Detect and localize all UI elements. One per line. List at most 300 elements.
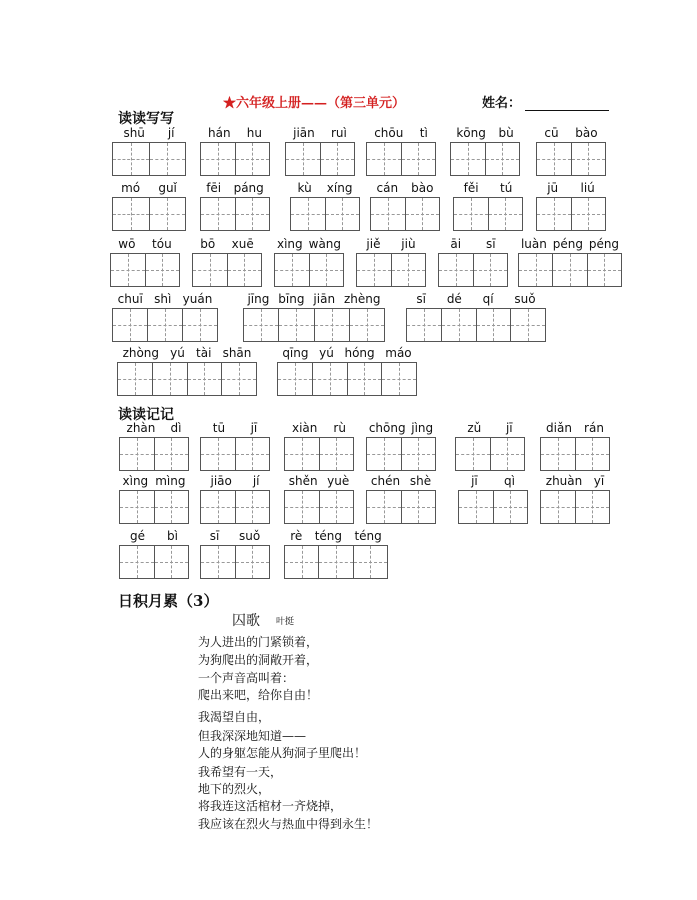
poem-line: 为狗爬出的洞敞开着，: [198, 653, 319, 667]
poem-line: 将我连这活棺材一齐烧掉，: [198, 799, 343, 813]
pinyin-syllable: jí: [252, 474, 260, 488]
pinyin-syllable: jiù: [401, 237, 416, 251]
pinyin-syllable: bīng: [278, 292, 305, 306]
pinyin-syllable: dì: [170, 421, 182, 435]
pinyin-syllable: shì: [154, 292, 172, 306]
pinyin-label: [438, 237, 508, 253]
pinyin-label: [290, 181, 360, 197]
tianzige-grid: [370, 197, 440, 231]
writing-cell[interactable]: [357, 254, 392, 286]
writing-cell[interactable]: [511, 309, 545, 341]
pinyin-writing-item: [455, 421, 525, 471]
pinyin-label: [274, 237, 344, 253]
pinyin-writing-item: [285, 126, 355, 176]
tianzige-grid: [536, 197, 606, 231]
pinyin-label: [540, 421, 610, 437]
pinyin-syllable: péng: [588, 237, 620, 251]
pinyin-syllable: jū: [547, 181, 559, 195]
pinyin-writing-item: [438, 237, 508, 287]
writing-cell[interactable]: [491, 438, 525, 470]
writing-cell[interactable]: [155, 491, 189, 523]
tianzige-grid: [290, 197, 360, 231]
tianzige-grid: [110, 253, 180, 287]
pinyin-label: [200, 421, 270, 437]
writing-cell[interactable]: [236, 198, 270, 230]
pinyin-writing-item: [274, 237, 344, 287]
pinyin-writing-item: [540, 474, 610, 524]
pinyin-label: [284, 421, 354, 437]
writing-cell[interactable]: [153, 363, 188, 395]
writing-cell[interactable]: [285, 491, 320, 523]
pinyin-syllable: qīng: [282, 346, 309, 360]
pinyin-writing-item: [290, 181, 360, 231]
tianzige-grid: [274, 253, 344, 287]
section-read-remember: 读读记记: [118, 407, 174, 423]
pinyin-writing-item: [119, 474, 189, 524]
pinyin-writing-item: [110, 237, 180, 287]
pinyin-syllable: jīng: [247, 292, 270, 306]
poem-line: 我希望有一天，: [198, 765, 283, 779]
writing-cell[interactable]: [244, 309, 279, 341]
pinyin-syllable: tì: [419, 126, 428, 140]
writing-cell[interactable]: [442, 309, 477, 341]
tianzige-grid: [366, 490, 436, 524]
pinyin-syllable: yī: [593, 474, 605, 488]
writing-cell[interactable]: [320, 438, 354, 470]
writing-cell[interactable]: [150, 198, 186, 230]
writing-cell[interactable]: [120, 546, 155, 578]
pinyin-syllable: tū: [212, 421, 226, 435]
pinyin-label: [119, 529, 189, 545]
tianzige-grid: [200, 437, 270, 471]
poem-title: 囚歌: [232, 613, 260, 629]
pinyin-writing-item: [200, 181, 270, 231]
pinyin-syllable: hu: [246, 126, 262, 140]
pinyin-writing-item: [366, 126, 436, 176]
pinyin-syllable: mìng: [155, 474, 186, 488]
pinyin-syllable: jiě: [366, 237, 381, 251]
writing-cell[interactable]: [474, 254, 508, 286]
poem-line: 为人进出的门紧锁着，: [198, 635, 319, 649]
writing-cell[interactable]: [367, 491, 402, 523]
pinyin-writing-item: [200, 474, 270, 524]
pinyin-syllable: sī: [209, 529, 220, 543]
tianzige-grid: [366, 437, 436, 471]
writing-cell[interactable]: [148, 309, 183, 341]
pinyin-syllable: jī: [250, 421, 258, 435]
pinyin-label: [277, 346, 417, 362]
pinyin-syllable: jī: [505, 421, 513, 435]
pinyin-writing-item: [366, 421, 436, 471]
tianzige-grid: [200, 197, 270, 231]
pinyin-syllable: xìng: [122, 474, 149, 488]
pinyin-label: [536, 181, 606, 197]
pinyin-syllable: bì: [167, 529, 178, 543]
pinyin-syllable: guǐ: [158, 181, 177, 195]
pinyin-label: [455, 421, 525, 437]
pinyin-syllable: fěi: [463, 181, 479, 195]
pinyin-syllable: shān: [222, 346, 252, 360]
writing-cell[interactable]: [310, 254, 344, 286]
tianzige-grid: [284, 437, 354, 471]
writing-cell[interactable]: [155, 546, 189, 578]
pinyin-label: [406, 292, 546, 308]
pinyin-syllable: hán: [208, 126, 231, 140]
writing-cell[interactable]: [454, 198, 489, 230]
poem-line: 我应该在烈火与热血中得到永生！: [198, 817, 379, 831]
pinyin-syllable: sī: [485, 237, 496, 251]
pinyin-writing-item: [117, 346, 257, 396]
tianzige-grid: [200, 490, 270, 524]
pinyin-label: [540, 474, 610, 490]
pinyin-writing-item: [453, 181, 523, 231]
pinyin-syllable: xuē: [231, 237, 254, 251]
writing-cell[interactable]: [236, 546, 270, 578]
pinyin-syllable: qì: [503, 474, 515, 488]
pinyin-syllable: rù: [333, 421, 346, 435]
tianzige-grid: [119, 437, 189, 471]
poem-line: 爬出来吧，给你自由！: [198, 688, 319, 702]
pinyin-label: [536, 126, 606, 142]
tianzige-grid: [284, 545, 388, 579]
pinyin-syllable: téng: [314, 529, 343, 543]
pinyin-syllable: wō: [118, 237, 136, 251]
writing-cell[interactable]: [113, 198, 150, 230]
pinyin-syllable: páng: [233, 181, 264, 195]
pinyin-syllable: hóng: [344, 346, 375, 360]
pinyin-writing-item: [200, 529, 270, 579]
worksheet-title: ★六年级上册——（第三单元）: [223, 96, 406, 111]
tianzige-grid: [366, 142, 436, 176]
pinyin-syllable: jiāo: [210, 474, 232, 488]
tianzige-grid: [243, 308, 385, 342]
pinyin-syllable: gé: [130, 529, 145, 543]
tianzige-grid: [192, 253, 262, 287]
pinyin-writing-item: [112, 181, 186, 231]
pinyin-label: [285, 126, 355, 142]
pinyin-syllable: jìng: [411, 421, 434, 435]
pinyin-writing-item: [112, 126, 186, 176]
pinyin-syllable: mó: [121, 181, 141, 195]
writing-cell[interactable]: [541, 438, 576, 470]
pinyin-syllable: jiān: [313, 292, 336, 306]
pinyin-syllable: máo: [385, 346, 412, 360]
writing-cell[interactable]: [111, 254, 146, 286]
pinyin-syllable: fēi: [206, 181, 222, 195]
writing-cell[interactable]: [236, 438, 270, 470]
writing-cell[interactable]: [348, 363, 383, 395]
pinyin-syllable: qí: [482, 292, 494, 306]
pinyin-syllable: xìng: [276, 237, 303, 251]
writing-cell[interactable]: [537, 198, 572, 230]
writing-cell[interactable]: [576, 491, 610, 523]
tianzige-grid: [117, 362, 257, 396]
writing-cell[interactable]: [392, 254, 426, 286]
writing-cell[interactable]: [321, 143, 355, 175]
pinyin-syllable: zhàn: [126, 421, 156, 435]
pinyin-syllable: shè: [409, 474, 432, 488]
pinyin-label: [366, 474, 436, 490]
tianzige-grid: [406, 308, 546, 342]
tianzige-grid: [285, 142, 355, 176]
writing-cell[interactable]: [118, 363, 153, 395]
writing-cell[interactable]: [222, 363, 256, 395]
pinyin-syllable: chōng: [368, 421, 406, 435]
writing-cell[interactable]: [113, 143, 150, 175]
pinyin-label: [200, 529, 270, 545]
writing-cell[interactable]: [150, 143, 186, 175]
pinyin-syllable: kōng: [456, 126, 486, 140]
pinyin-label: [200, 474, 270, 490]
pinyin-syllable: jí: [167, 126, 175, 140]
tianzige-grid: [200, 142, 270, 176]
writing-cell[interactable]: [402, 143, 436, 175]
pinyin-syllable: suǒ: [514, 292, 536, 306]
writing-cell[interactable]: [291, 198, 326, 230]
pinyin-syllable: tú: [499, 181, 513, 195]
pinyin-label: [453, 181, 523, 197]
writing-cell[interactable]: [236, 143, 270, 175]
writing-cell[interactable]: [286, 143, 321, 175]
pinyin-syllable: yuán: [182, 292, 213, 306]
pinyin-writing-item: [119, 529, 189, 579]
writing-cell[interactable]: [588, 254, 621, 286]
pinyin-label: [450, 126, 520, 142]
tianzige-grid: [540, 437, 610, 471]
pinyin-writing-item: [277, 346, 417, 396]
section-read-write: 读读写写: [118, 111, 174, 127]
tianzige-grid: [277, 362, 417, 396]
writing-cell[interactable]: [278, 363, 313, 395]
writing-cell[interactable]: [120, 491, 155, 523]
pinyin-label: [366, 421, 436, 437]
writing-cell[interactable]: [402, 491, 436, 523]
pinyin-syllable: bù: [498, 126, 514, 140]
pinyin-syllable: bào: [411, 181, 434, 195]
pinyin-label: [518, 237, 622, 253]
writing-cell[interactable]: [354, 546, 387, 578]
pinyin-syllable: téng: [354, 529, 382, 543]
pinyin-writing-item: [284, 529, 388, 579]
pinyin-syllable: péng: [552, 237, 583, 251]
pinyin-syllable: chén: [370, 474, 401, 488]
writing-cell[interactable]: [541, 491, 576, 523]
tianzige-grid: [540, 490, 610, 524]
pinyin-syllable: jiān: [293, 126, 315, 140]
pinyin-writing-item: [540, 421, 610, 471]
writing-cell[interactable]: [537, 143, 572, 175]
pinyin-syllable: zhòng: [122, 346, 160, 360]
poem-line: 地下的烈火，: [198, 782, 271, 796]
pinyin-syllable: diǎn: [546, 421, 572, 435]
writing-cell[interactable]: [113, 309, 148, 341]
writing-cell[interactable]: [201, 198, 236, 230]
tianzige-grid: [112, 308, 218, 342]
tianzige-grid: [455, 437, 525, 471]
pinyin-label: [110, 237, 180, 253]
writing-cell[interactable]: [188, 363, 223, 395]
name-field: [482, 92, 609, 111]
pinyin-syllable: tóu: [152, 237, 172, 251]
pinyin-syllable: chuī: [117, 292, 143, 306]
name-blank-line: [525, 98, 609, 111]
poem-author: 叶挺: [276, 617, 295, 627]
pinyin-writing-item: [450, 126, 520, 176]
tianzige-grid: [518, 253, 622, 287]
writing-cell[interactable]: [367, 438, 402, 470]
writing-cell[interactable]: [477, 309, 512, 341]
writing-cell[interactable]: [285, 546, 319, 578]
pinyin-syllable: dé: [446, 292, 462, 306]
writing-cell[interactable]: [319, 546, 353, 578]
writing-cell[interactable]: [279, 309, 314, 341]
writing-cell[interactable]: [275, 254, 310, 286]
writing-cell[interactable]: [201, 438, 236, 470]
writing-cell[interactable]: [553, 254, 587, 286]
pinyin-writing-item: [284, 421, 354, 471]
writing-cell[interactable]: [407, 309, 442, 341]
pinyin-writing-item: [518, 237, 622, 287]
pinyin-syllable: cán: [376, 181, 399, 195]
writing-cell[interactable]: [371, 198, 406, 230]
writing-cell[interactable]: [193, 254, 228, 286]
name-label: 姓名：: [482, 96, 522, 111]
tianzige-grid: [119, 490, 189, 524]
writing-cell[interactable]: [155, 438, 189, 470]
pinyin-label: [458, 474, 528, 490]
pinyin-writing-item: [200, 126, 270, 176]
tianzige-grid: [453, 197, 523, 231]
writing-cell[interactable]: [201, 143, 236, 175]
writing-cell[interactable]: [236, 491, 270, 523]
poem-line: 人的身躯怎能从狗洞子里爬出！: [198, 746, 367, 760]
tianzige-grid: [112, 142, 186, 176]
pinyin-label: [370, 181, 440, 197]
pinyin-label: [112, 292, 218, 308]
pinyin-writing-item: [370, 181, 440, 231]
pinyin-label: [119, 474, 189, 490]
writing-cell[interactable]: [350, 309, 384, 341]
tianzige-grid: [438, 253, 508, 287]
pinyin-syllable: yú: [170, 346, 185, 360]
tianzige-grid: [536, 142, 606, 176]
pinyin-writing-item: [406, 292, 546, 342]
poem-line: 一个声音高叫着：: [198, 671, 295, 685]
writing-cell[interactable]: [459, 491, 494, 523]
pinyin-syllable: liú: [580, 181, 595, 195]
tianzige-grid: [200, 545, 270, 579]
pinyin-syllable: bō: [200, 237, 216, 251]
pinyin-syllable: jī: [471, 474, 478, 488]
pinyin-label: [112, 126, 186, 142]
writing-cell[interactable]: [201, 491, 236, 523]
pinyin-syllable: suǒ: [238, 529, 261, 543]
pinyin-label: [112, 181, 186, 197]
pinyin-syllable: yú: [319, 346, 334, 360]
writing-cell[interactable]: [489, 198, 523, 230]
writing-cell[interactable]: [519, 254, 553, 286]
writing-cell[interactable]: [326, 198, 360, 230]
pinyin-syllable: āi: [450, 237, 462, 251]
pinyin-writing-item: [536, 126, 606, 176]
pinyin-label: [119, 421, 189, 437]
pinyin-syllable: luàn: [520, 237, 547, 251]
tianzige-grid: [356, 253, 426, 287]
tianzige-grid: [284, 490, 354, 524]
writing-cell[interactable]: [201, 546, 236, 578]
pinyin-label: [200, 126, 270, 142]
pinyin-writing-item: [366, 474, 436, 524]
section-daily-accumulation: 日积月累（3）: [118, 592, 219, 610]
pinyin-syllable: xíng: [326, 181, 353, 195]
pinyin-writing-item: [200, 421, 270, 471]
pinyin-syllable: shū: [123, 126, 145, 140]
pinyin-syllable: rè: [290, 529, 303, 543]
pinyin-writing-item: [458, 474, 528, 524]
pinyin-label: [117, 346, 257, 362]
pinyin-label: [243, 292, 385, 308]
pinyin-syllable: cū: [544, 126, 559, 140]
tianzige-grid: [112, 197, 186, 231]
writing-cell[interactable]: [285, 438, 320, 470]
writing-cell[interactable]: [451, 143, 486, 175]
pinyin-writing-item: [284, 474, 354, 524]
writing-cell[interactable]: [572, 198, 606, 230]
pinyin-label: [356, 237, 426, 253]
writing-cell[interactable]: [183, 309, 217, 341]
writing-cell[interactable]: [313, 363, 348, 395]
pinyin-syllable: sī: [416, 292, 426, 306]
pinyin-syllable: kù: [297, 181, 312, 195]
writing-cell[interactable]: [120, 438, 155, 470]
writing-cell[interactable]: [572, 143, 606, 175]
writing-cell[interactable]: [367, 143, 402, 175]
writing-cell[interactable]: [320, 491, 354, 523]
pinyin-syllable: chōu: [374, 126, 404, 140]
writing-cell[interactable]: [576, 438, 610, 470]
writing-cell[interactable]: [146, 254, 180, 286]
pinyin-label: [284, 529, 388, 545]
pinyin-label: [192, 237, 262, 253]
pinyin-writing-item: [356, 237, 426, 287]
poem-line: 我渴望自由，: [198, 710, 271, 724]
writing-cell[interactable]: [228, 254, 262, 286]
writing-cell[interactable]: [439, 254, 474, 286]
writing-cell[interactable]: [315, 309, 350, 341]
pinyin-syllable: zǔ: [467, 421, 482, 435]
pinyin-syllable: zhuàn: [545, 474, 583, 488]
pinyin-syllable: yuè: [327, 474, 350, 488]
pinyin-writing-item: [112, 292, 218, 342]
pinyin-syllable: bào: [575, 126, 598, 140]
pinyin-writing-item: [192, 237, 262, 287]
writing-cell[interactable]: [456, 438, 491, 470]
pinyin-syllable: zhèng: [344, 292, 381, 306]
pinyin-writing-item: [536, 181, 606, 231]
writing-cell[interactable]: [382, 363, 416, 395]
pinyin-label: [366, 126, 436, 142]
pinyin-label: [284, 474, 354, 490]
writing-cell[interactable]: [406, 198, 440, 230]
pinyin-syllable: ruì: [330, 126, 347, 140]
writing-cell[interactable]: [402, 438, 436, 470]
writing-cell[interactable]: [494, 491, 528, 523]
writing-cell[interactable]: [486, 143, 520, 175]
pinyin-writing-item: [243, 292, 385, 342]
pinyin-label: [200, 181, 270, 197]
pinyin-syllable: xiàn: [292, 421, 318, 435]
tianzige-grid: [450, 142, 520, 176]
